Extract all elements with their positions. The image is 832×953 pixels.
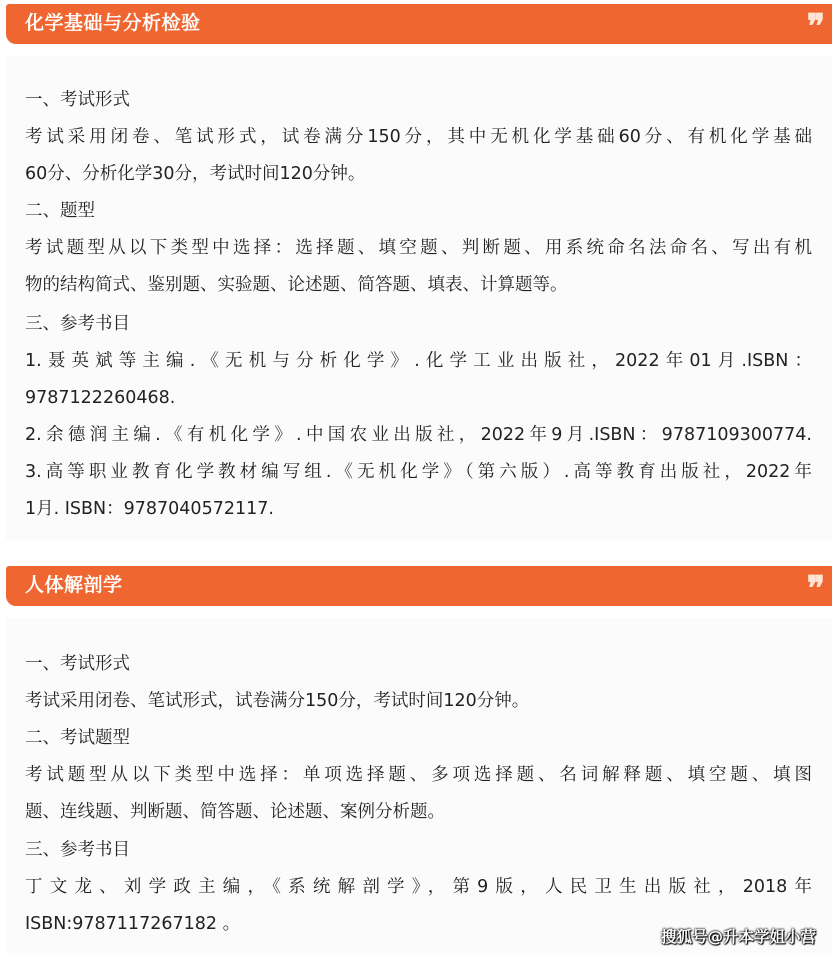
heading-exam-format: 一、考试形式 <box>25 654 130 674</box>
section-title: 化学基础与分析检验 <box>25 12 201 34</box>
reference-item: 丁文龙、刘学政主编，《系统解剖学》，第9版，人民卫生出版社，2018年 <box>25 877 812 897</box>
text-line: 题、连线题、判断题、简答题、论述题、案例分析题。 <box>25 802 445 822</box>
heading-references: 三、参考书目 <box>25 314 130 334</box>
heading-question-types: 二、考试题型 <box>25 728 130 748</box>
section-header-chemistry <box>6 4 832 47</box>
section-body-anatomy <box>6 618 832 953</box>
text-line: 考试题型从以下类型中选择：选择题、填空题、判断题、用系统命名法命名、写出有机 <box>25 238 812 258</box>
reference-item: 1月. ISBN：9787040572117. <box>25 499 274 519</box>
reference-item: ISBN:9787117267182 。 <box>25 914 241 934</box>
reference-item: 2.余德润主编.《有机化学》.中国农业出版社，2022年9月.ISBN：9787109300774. <box>25 425 812 445</box>
section-body-chemistry <box>6 56 832 540</box>
reference-item: 9787122260468. <box>25 388 176 408</box>
quote-mark-icon: ❞ <box>806 569 822 609</box>
heading-exam-format: 一、考试形式 <box>25 90 130 110</box>
heading-question-types: 二、题型 <box>25 201 95 221</box>
text-line: 考试采用闭卷、笔试形式，试卷满分150分，其中无机化学基础60分、有机化学基础 <box>25 127 812 147</box>
reference-item: 1.聂英斌等主编.《无机与分析化学》.化学工业出版社，2022年01月.ISBN： <box>25 351 812 371</box>
text-line: 物的结构简式、鉴别题、实验题、论述题、简答题、填表、计算题等。 <box>25 275 568 295</box>
section-header-anatomy <box>6 566 832 609</box>
text-line: 60分、分析化学30分，考试时间120分钟。 <box>25 164 366 184</box>
section-title: 人体解剖学 <box>25 574 123 596</box>
watermark: 搜狐号@升本学姐小营 <box>660 928 816 946</box>
text-line: 考试采用闭卷、笔试形式，试卷满分150分，考试时间120分钟。 <box>25 691 530 711</box>
heading-references: 三、参考书目 <box>25 840 130 860</box>
text-line: 考试题型从以下类型中选择：单项选择题、多项选择题、名词解释题、填空题、填图 <box>25 765 812 785</box>
reference-item: 3.高等职业教育化学教材编写组.《无机化学》（第六版）.高等教育出版社，2022年 <box>25 462 812 482</box>
quote-mark-icon: ❞ <box>806 7 822 47</box>
